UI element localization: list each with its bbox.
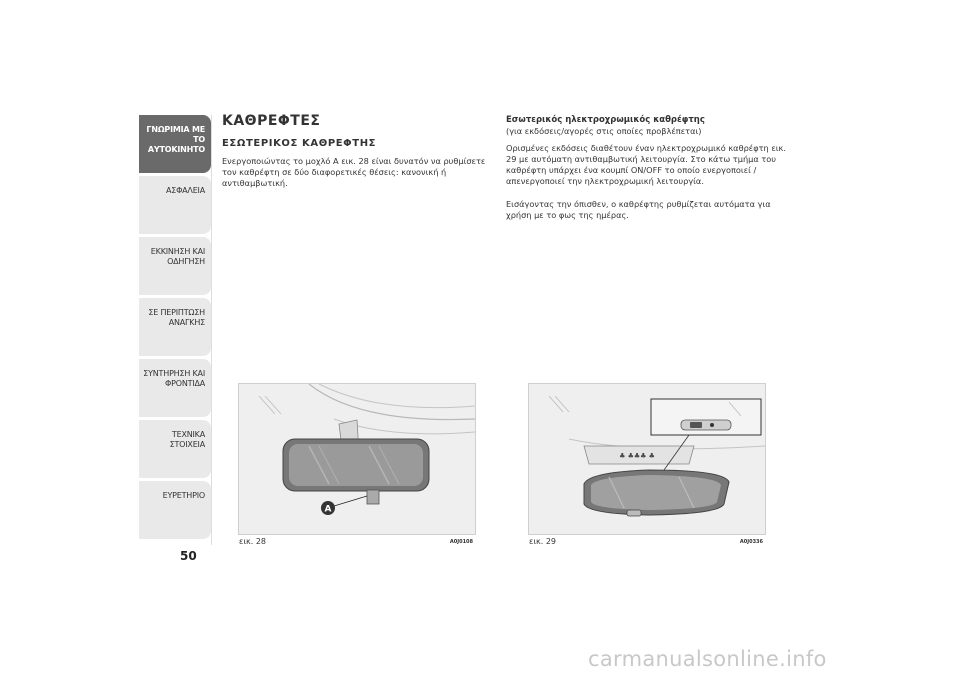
figure-29 xyxy=(528,383,766,546)
label-a: A xyxy=(324,504,332,515)
tab-getting-to-know-car[interactable]: ΓΝΩΡΙΜΙΑ ΜΕ ΤΟ ΑΥΤΟΚΙΝΗΤΟ xyxy=(139,115,211,173)
column-divider xyxy=(211,115,212,545)
left-paragraph: Ενεργοποιώντας το μοχλό A εικ. 28 είναι δυνατόν να ρυθμίσετε τον καθρέφτη σε δύο διαφορετικές θέσεις: κανονική ή αντιθαμβωτική. xyxy=(222,156,486,188)
tab-maintenance-care[interactable]: ΣΥΝΤΗΡΗΣΗ ΚΑΙ ΦΡΟΝΤΙΔΑ xyxy=(139,359,211,417)
figure-28-code: A0J0108 xyxy=(449,539,473,545)
figure-28-caption: εικ. 28 xyxy=(239,537,267,546)
tab-technical-data[interactable]: ΤΕΧΝΙΚΑ ΣΤΟΙΧΕΙΑ xyxy=(139,420,211,478)
page-number: 50 xyxy=(180,549,197,563)
tab-emergency[interactable]: ΣΕ ΠΕΡΙΠΤΩΣΗ ΑΝΑΓΚΗΣ xyxy=(139,298,211,356)
svg-text:♣ ♣♣♣ ♣: ♣ ♣♣♣ ♣ xyxy=(619,452,655,460)
figure-28 xyxy=(238,383,476,546)
right-paragraph-1: Ορισμένες εκδόσεις διαθέτουν έναν ηλεκτροχρωμικό καθρέφτη εικ. 29 με αυτόματη αντιθαμβωτική λειτουργία. Στο κάτω τμήμα του καθρέφτη υπάρχει ένα κουμπί ON/OFF το οποίο ενεργοποιεί / απενεργοποιεί την ηλεκτροχρωμική λειτουργία. xyxy=(506,143,786,186)
watermark: carmanualsonline.info xyxy=(588,647,827,671)
tab-starting-driving[interactable]: ΕΚΚΙΝΗΣΗ ΚΑΙ ΟΔΗΓΗΣΗ xyxy=(139,237,211,295)
page-title: ΚΑΘΡΕΦΤΕΣ xyxy=(222,113,321,129)
right-subheading: (για εκδόσεις/αγορές στις οποίες προβλέπεται) xyxy=(506,126,702,136)
tab-safety[interactable]: ΑΣΦΑΛΕΙΑ xyxy=(139,176,211,234)
right-heading: Εσωτερικός ηλεκτροχρωμικός καθρέφτης xyxy=(506,115,705,125)
electrochromic-mirror-illustration xyxy=(529,384,765,534)
tab-index[interactable]: ΕΥΡΕΤΗΡΙΟ xyxy=(139,481,211,539)
figure-29-code: A0J0336 xyxy=(739,539,763,545)
section-title: ΕΣΩΤΕΡΙΚΟΣ ΚΑΘΡΕΦΤΗΣ xyxy=(222,138,377,149)
figure-29-caption: εικ. 29 xyxy=(529,537,557,546)
chapter-tabs xyxy=(139,115,211,542)
right-paragraph-2: Εισάγοντας την όπισθεν, ο καθρέφτης ρυθμίζεται αυτόματα για χρήση με το φως της ημέρας. xyxy=(506,199,771,220)
mirror-illustration xyxy=(239,384,475,534)
